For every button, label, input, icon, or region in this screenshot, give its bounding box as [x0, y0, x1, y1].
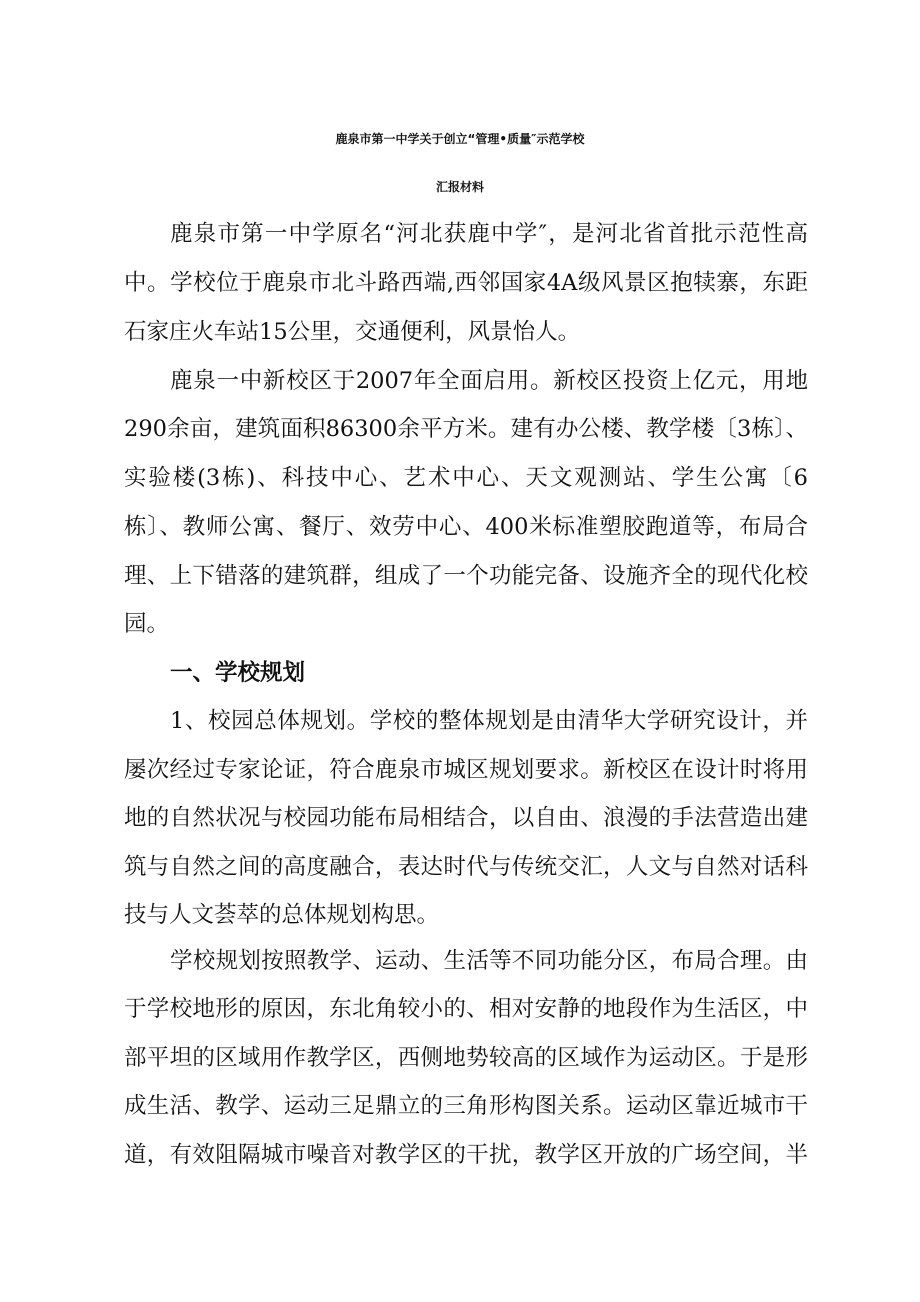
- paragraph-line: 理、上下错落的建筑群，组成了一个功能完备、设施齐全的现代化校: [124, 563, 808, 589]
- paragraph-line: 鹿泉一中新校区于2007年全面启用。新校区投资上亿元，用地: [170, 368, 808, 394]
- paragraph-line: 成生活、教学、运动三足鼎立的三角形构图关系。运动区靠近城市干: [124, 1093, 808, 1119]
- section-heading: 一、学校规划: [170, 660, 306, 686]
- document-title-line-1: 鹿泉市第一中学关于创立“管理•质量″示范学校: [335, 132, 585, 146]
- paragraph-line: 中。学校位于鹿泉市北斗路西端,西邻国家4A级风景区抱犊寨，东距: [124, 270, 808, 296]
- paragraph-line: 园。: [124, 611, 170, 637]
- paragraph-line: 1、校园总体规划。学校的整体规划是由清华大学研究设计，并: [170, 708, 808, 734]
- paragraph-line: 栋〕、教师公寓、餐厅、效劳中心、400米标准塑胶跑道等，布局合: [124, 514, 808, 540]
- paragraph-line: 地的自然状况与校园功能布局相结合，以自由、浪漫的手法营造出建: [124, 805, 808, 831]
- paragraph-line: 于学校地形的原因，东北角较小的、相对安静的地段作为生活区，中: [124, 996, 808, 1022]
- paragraph-line: 技与人文荟萃的总体规划构思。: [124, 902, 440, 928]
- paragraph-line: 学校规划按照教学、运动、生活等不同功能分区，布局合理。由: [170, 948, 808, 974]
- paragraph-line: 石家庄火车站15公里，交通便利，风景怡人。: [124, 319, 581, 345]
- paragraph-line: 部平坦的区域用作教学区，西侧地势较高的区域作为运动区。于是形: [124, 1045, 808, 1071]
- paragraph-line: 道，有效阻隔城市噪音对教学区的干扰，教学区开放的广场空间，半: [124, 1142, 808, 1168]
- paragraph-line: 筑与自然之间的高度融合，表达时代与传统交汇，人文与自然对话科: [124, 854, 808, 880]
- paragraph-line: 屡次经过专家论证，符合鹿泉市城区规划要求。新校区在设计时将用: [124, 757, 808, 783]
- paragraph-line: 鹿泉市第一中学原名“河北获鹿中学″，是河北省首批示范性高: [170, 221, 808, 247]
- paragraph-line: 实验楼(3栋)、科技中心、艺术中心、天文观测站、学生公寓〔6: [124, 465, 808, 491]
- document-title-line-2: 汇报材料: [435, 180, 484, 194]
- paragraph-line: 290余亩，建筑面积86300余平方米。建有办公楼、教学楼〔3栋〕、: [124, 416, 808, 442]
